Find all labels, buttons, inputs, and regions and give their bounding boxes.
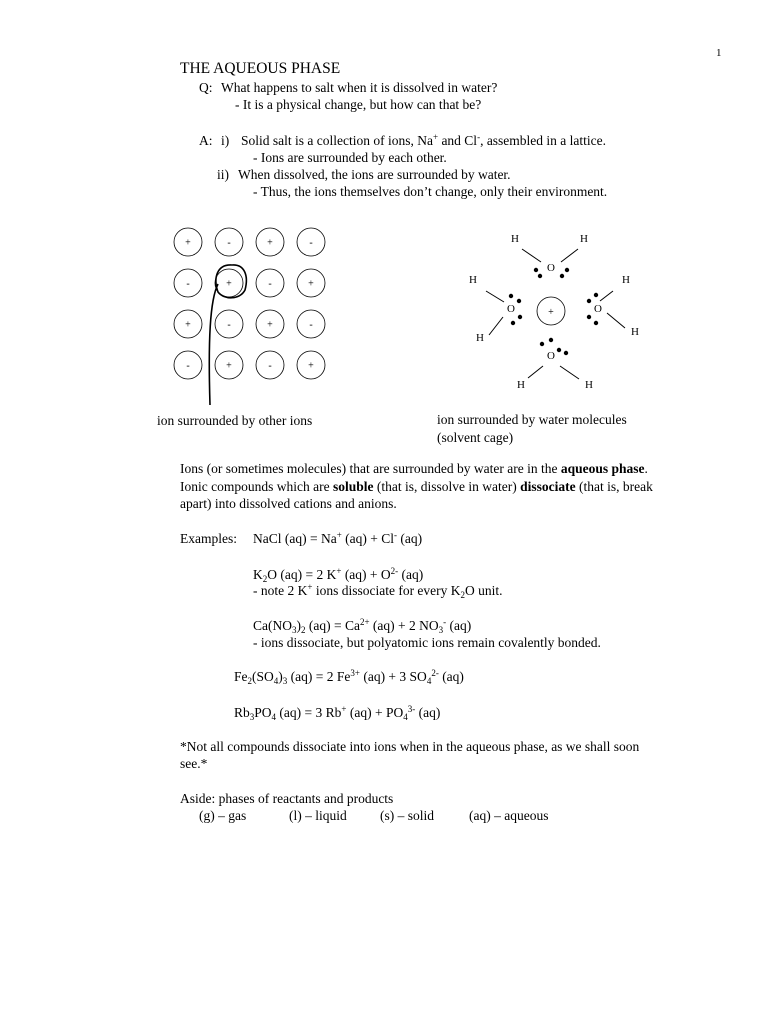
lattice-charge-1-3: + (308, 278, 314, 290)
hydrogen-bottom-left: H (517, 379, 525, 391)
answer-ii-sub: - Thus, the ions themselves don’t change, only their environment. (253, 184, 608, 199)
hydrogen-left-top: H (469, 274, 477, 286)
center-charge: + (548, 307, 554, 318)
lattice-charge-1-2: - (268, 278, 272, 290)
hydrogen-bottom-right: H (585, 379, 593, 391)
lattice-charge-0-3: - (309, 237, 313, 249)
answer-i-number: i) (221, 133, 230, 148)
lattice-charge-1-1: + (226, 278, 232, 290)
hand-drawn-pointer (209, 284, 218, 405)
ion-lattice-diagram (150, 220, 350, 420)
oxygen-bottom: O (547, 350, 555, 362)
answer-i-sub: - Ions are surrounded by each other. (253, 150, 447, 165)
question-label: Q: (199, 80, 213, 95)
note-line2: see.* (180, 756, 208, 771)
paragraph-line3: apart) into dissolved cations and anions. (180, 496, 397, 511)
lattice-charge-2-1: - (227, 319, 231, 331)
hydrogen-left-bottom: H (476, 332, 484, 344)
lattice-charge-2-3: - (309, 319, 313, 331)
answer-label: A: (199, 133, 213, 148)
oxygen-top: O (547, 262, 555, 274)
lattice-caption: ion surrounded by other ions (157, 413, 313, 428)
lattice-charge-3-0: - (186, 360, 190, 372)
lattice-charge-1-0: - (186, 278, 190, 290)
lattice-charge-0-1: - (227, 237, 231, 249)
answer-i-text: Solid salt is a collection of ions, Na+ and Cl-, assembled in a lattice. (241, 132, 607, 148)
equation-fe2so43: $Fe_2(SO_4)_3$ (aq) = 2 $Fe^{3+}$ (aq) + 3 $SO_4^{2-}$ (aq) (234, 668, 464, 686)
aside-title: Aside: phases of reactants and products (180, 791, 394, 806)
lattice-charge-0-2: + (267, 237, 273, 249)
hydrogen-right-bottom: H (631, 326, 639, 338)
question-text: What happens to salt when it is dissolved in water? (221, 80, 498, 95)
phase-aqueous: (aq) – aqueous (469, 808, 549, 823)
lattice-charge-3-2: - (268, 360, 272, 372)
equation-cano3-note: - ions dissociate, but polyatomic ions remain covalently bonded. (253, 635, 601, 650)
lattice-charge-3-1: + (226, 360, 232, 372)
hydrogen-top-left: H (511, 233, 519, 245)
answer-ii-text: When dissolved, the ions are surrounded by water. (238, 167, 511, 182)
answer-ii-number: ii) (217, 167, 229, 182)
equation-k2o: $K_2O$ (aq) = 2 K+ $(aq) + O^{2-}$ (aq) (253, 566, 424, 584)
paragraph-line2: Ionic compounds which are soluble (that is, dissolve in water) dissociate (that is, break (180, 479, 653, 494)
lattice-charge-2-0: + (185, 319, 191, 331)
lattice-charge-3-3: + (308, 360, 314, 372)
solvent-cage-diagram (455, 225, 655, 395)
equation-nacl: NaCl (aq) = Na+ (aq) + Cl- (aq) (253, 530, 423, 546)
examples-label: Examples: (180, 531, 237, 546)
cage-caption-line2: (solvent cage) (437, 430, 514, 445)
note-line1: *Not all compounds dissociate into ions when in the aqueous phase, as we shall soon (180, 739, 640, 754)
cage-caption-line1: ion surrounded by water molecules (437, 412, 627, 427)
phase-gas: (g) – gas (199, 808, 247, 823)
lattice-charge-0-0: + (185, 237, 191, 249)
hydrogen-top-right: H (580, 233, 588, 245)
equation-cano3: $Ca(NO_3)_2$ $(aq) = Ca^{2+}$ (aq) + 2 $NO_3^-$ (aq) (253, 617, 472, 635)
hydrogen-right-top: H (622, 274, 630, 286)
paragraph-line1: Ions (or sometimes molecules) that are surrounded by water are in the aqueous phase. (180, 461, 648, 476)
equation-k2o-note: - note 2 K+ ions dissociate for every $K_2O$ unit. (253, 582, 503, 600)
phase-liquid: (l) – liquid (289, 808, 347, 823)
equation-rb3po4: $Rb_3PO_4$ (aq) = 3 Rb+ $(aq) + PO_4^{3-}$ (aq) (234, 704, 441, 722)
page-number: 1 (716, 47, 722, 59)
lattice-charge-2-2: + (267, 319, 273, 331)
oxygen-right: O (594, 303, 602, 315)
page-title: THE AQUEOUS PHASE (180, 60, 341, 77)
oxygen-left: O (507, 303, 515, 315)
question-followup: - It is a physical change, but how can that be? (235, 97, 482, 112)
phase-solid: (s) – solid (380, 808, 434, 823)
